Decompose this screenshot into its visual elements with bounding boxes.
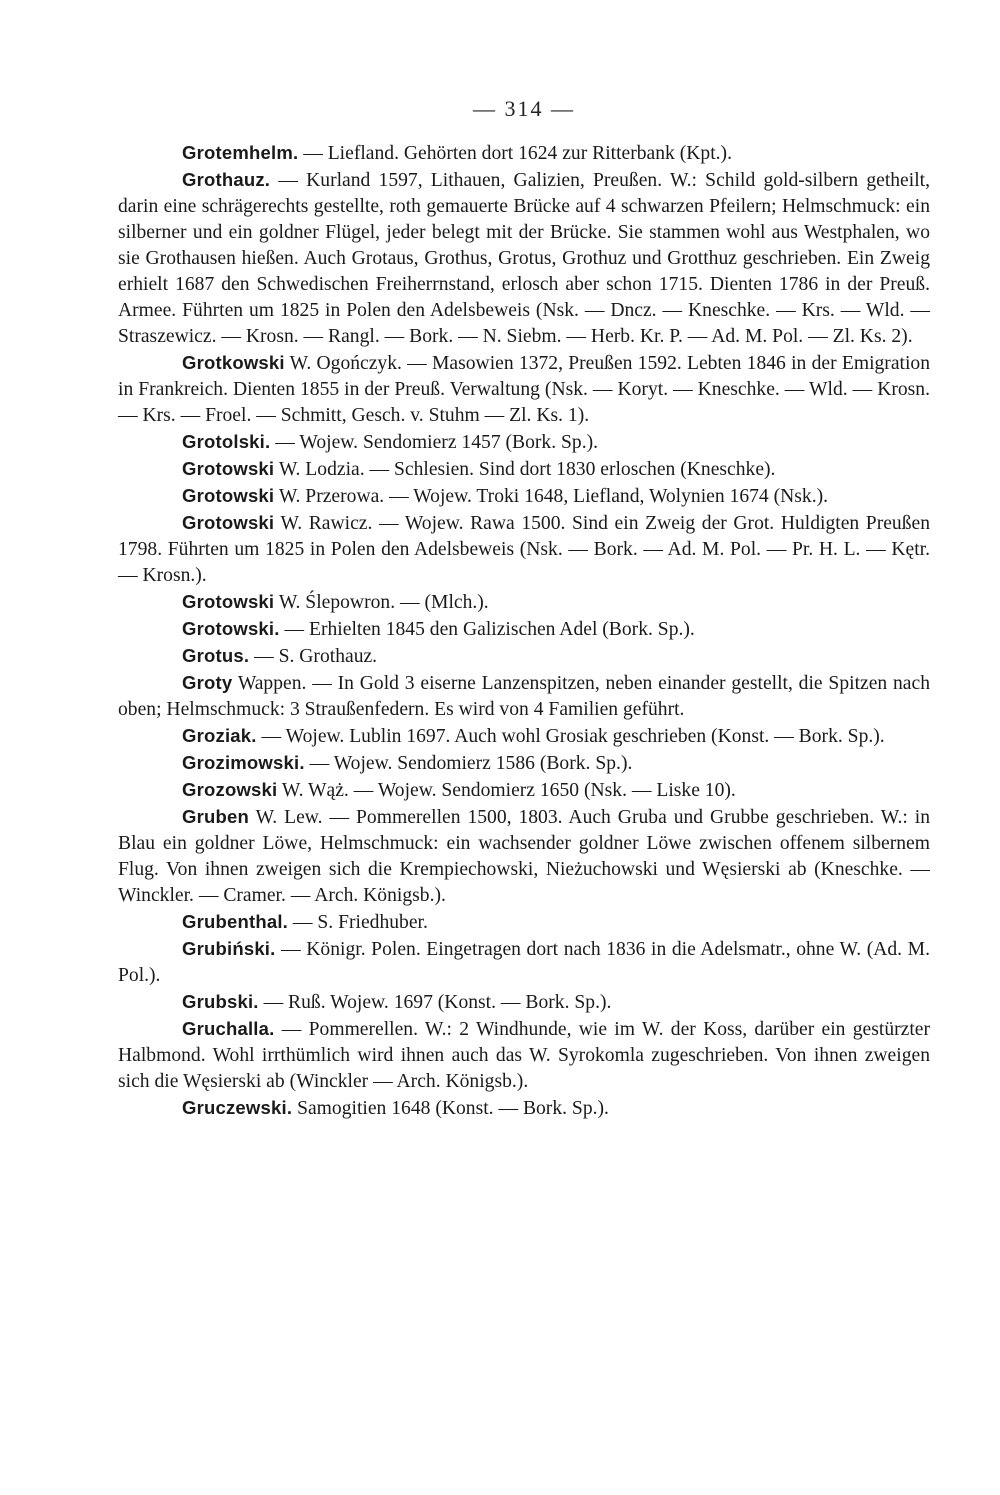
entry-head: Groty <box>182 672 233 693</box>
entry-text: W. Ogończyk. — Masowien 1372, Preußen 1592. Lebten 1846 in der Emigration in Frankreich. Dienten 1855 in der Preuß. Verwaltung (Nsk. — Koryt. — Kneschke. — Wld. — Krosn. — Krs. — Froel. — Schmitt, Gesch. v. Stuhm — Zl. Ks. 1). <box>118 353 931 426</box>
entry-text: — Wojew. Sendomierz 1457 (Bork. Sp.). <box>275 432 599 453</box>
entry-text: — Kurland 1597, Lithauen, Galizien, Preußen. W.: Schild gold-silbern getheilt, darin eine schrägerechts gestellte, roth gemauerte Brücke auf 4 schwarzen Pfeilern; Helmschmuck: ein silberner und ein goldner Flügel, jeder belegt mit der Brücke. Sie stammen wohl aus Westphalen, wo sie Grothausen hießen. Auch Grotaus, Grothus, Grotus, Grothuz und Grotthuz geschrieben. Ein Zweig erhielt 1687 den Schwedischen Freiherrnstand, erlosch aber schon 1715. Dienten 1786 in der Preuß. Armee. Führten um 1825 in Polen den Adelsbeweis (Nsk. — Dncz. — Kneschke. — Krs. — Wld. — Straszewicz. — Krosn. — Rangl. — Bork. — N. Siebm. — Herb. Kr. P. — Ad. M. Pol. — Zl. Ks. 2). <box>118 170 930 347</box>
entry-text: — Wojew. Sendomierz 1586 (Bork. Sp.). <box>309 753 633 774</box>
entry-grozimowski <box>118 750 930 777</box>
entry-head: Grubski. <box>182 991 259 1012</box>
entry-grubenthal <box>118 909 930 936</box>
entry-gruchalla <box>118 1016 930 1095</box>
entry-text: — S. Friedhuber. <box>292 912 428 933</box>
entry-grotowski-slepowron <box>118 589 930 616</box>
entry-text: Samogitien 1648 (Konst. — Bork. Sp.). <box>297 1098 609 1119</box>
entry-text: W. Lodzia. — Schlesien. Sind dort 1830 erloschen (Kneschke). <box>278 459 776 480</box>
entry-grotkowski <box>118 350 930 429</box>
entry-grotus <box>118 643 930 670</box>
entry-head: Groziak. <box>182 725 257 746</box>
entry-text: W. Przerowa. — Wojew. Troki 1648, Liefland, Wolynien 1674 (Nsk.). <box>278 486 829 507</box>
entry-text: W. Ślepowron. — (Mlch.). <box>278 592 489 613</box>
entry-grubinski <box>118 936 930 989</box>
entry-head: Grotus. <box>182 645 250 666</box>
page-number: — 314 — <box>473 96 575 121</box>
entry-text: Wappen. — In Gold 3 eiserne Lanzenspitzen, neben einander gestellt, die Spitzen nach oben; Helmschmuck: 3 Straußenfedern. Es wird von 4 Familien geführt. <box>118 673 930 720</box>
entry-head: Gruchalla. <box>182 1018 275 1039</box>
entry-head: Grozimowski. <box>182 752 305 773</box>
entry-grothauz <box>118 167 930 350</box>
entry-head: Grotkowski <box>182 352 285 373</box>
entry-head: Gruben <box>182 806 249 827</box>
entry-text: — Liefland. Gehörten dort 1624 zur Ritterbank (Kpt.). <box>303 143 732 164</box>
entry-text: W. Rawicz. — Wojew. Rawa 1500. Sind ein Zweig der Grot. Huldigten Preußen 1798. Führten um 1825 in Polen den Adelsbeweis (Nsk. — Bork. — Ad. M. Pol. — Pr. H. L. — Kętr. — Krosn.). <box>118 513 931 586</box>
entry-head: Grotolski. <box>182 431 271 452</box>
entry-text: — Ruß. Wojew. 1697 (Konst. — Bork. Sp.). <box>263 992 612 1013</box>
entry-text: — Pommerellen. W.: 2 Windhunde, wie im W. der Koss, darüber ein gestürzter Halbmond. Wohl irrthümlich wird ihnen auch das W. Syrokomla zugeschrieben. Von ihnen zweigen sich die Węsierski ab (Winckler — Arch. Königsb.). <box>118 1019 930 1092</box>
entry-text: — Wojew. Lublin 1697. Auch wohl Grosiak geschrieben (Konst. — Bork. Sp.). <box>261 726 885 747</box>
entry-head: Grubiński. <box>182 938 276 959</box>
entry-head: Gruczewski. <box>182 1097 293 1118</box>
entry-head: Grotowski <box>182 591 275 612</box>
entry-head: Grotowski <box>182 458 275 479</box>
entry-groziak <box>118 723 930 750</box>
entry-grotowski-galizien <box>118 616 930 643</box>
entry-head: Grubenthal. <box>182 911 289 932</box>
entry-grubski <box>118 989 930 1016</box>
entry-grotolski <box>118 429 930 456</box>
entry-head: Grothauz. <box>182 169 271 190</box>
book-page <box>118 96 930 1122</box>
entry-grotemhelm <box>118 140 930 167</box>
entry-head: Grotowski <box>182 485 275 506</box>
entry-head: Grotemhelm. <box>182 142 299 163</box>
entry-grozowski <box>118 777 930 804</box>
entry-text: — Königr. Polen. Eingetragen dort nach 1836 in die Adelsmatr., ohne W. (Ad. M. Pol.). <box>118 939 930 986</box>
entry-groty <box>118 670 930 723</box>
entry-grotowski-rawicz <box>118 510 930 589</box>
entry-head: Grozowski <box>182 779 278 800</box>
entry-grotowski-przerowa <box>118 483 930 510</box>
entry-gruczewski <box>118 1095 930 1122</box>
entry-text: — S. Grothauz. <box>254 646 378 667</box>
entry-gruben <box>118 804 930 909</box>
entry-text: W. Lew. — Pommerellen 1500, 1803. Auch Gruba und Grubbe geschrieben. W.: in Blau ein goldner Löwe, Helmschmuck: ein wachsender goldner Löwe zwischen offenem silbernem Flug. Von ihnen zweigen sich die Krempiechowski, Nieżuchowski und Węsierski ab (Kneschke. — Winckler. — Cramer. — Arch. Königsb.). <box>118 807 931 906</box>
entry-head: Grotowski. <box>182 618 280 639</box>
entry-text: — Erhielten 1845 den Galizischen Adel (Bork. Sp.). <box>284 619 695 640</box>
entry-text: W. Wąż. — Wojew. Sendomierz 1650 (Nsk. — Liske 10). <box>281 780 736 801</box>
entry-head: Grotowski <box>182 512 275 533</box>
entry-grotowski-lodzia <box>118 456 930 483</box>
